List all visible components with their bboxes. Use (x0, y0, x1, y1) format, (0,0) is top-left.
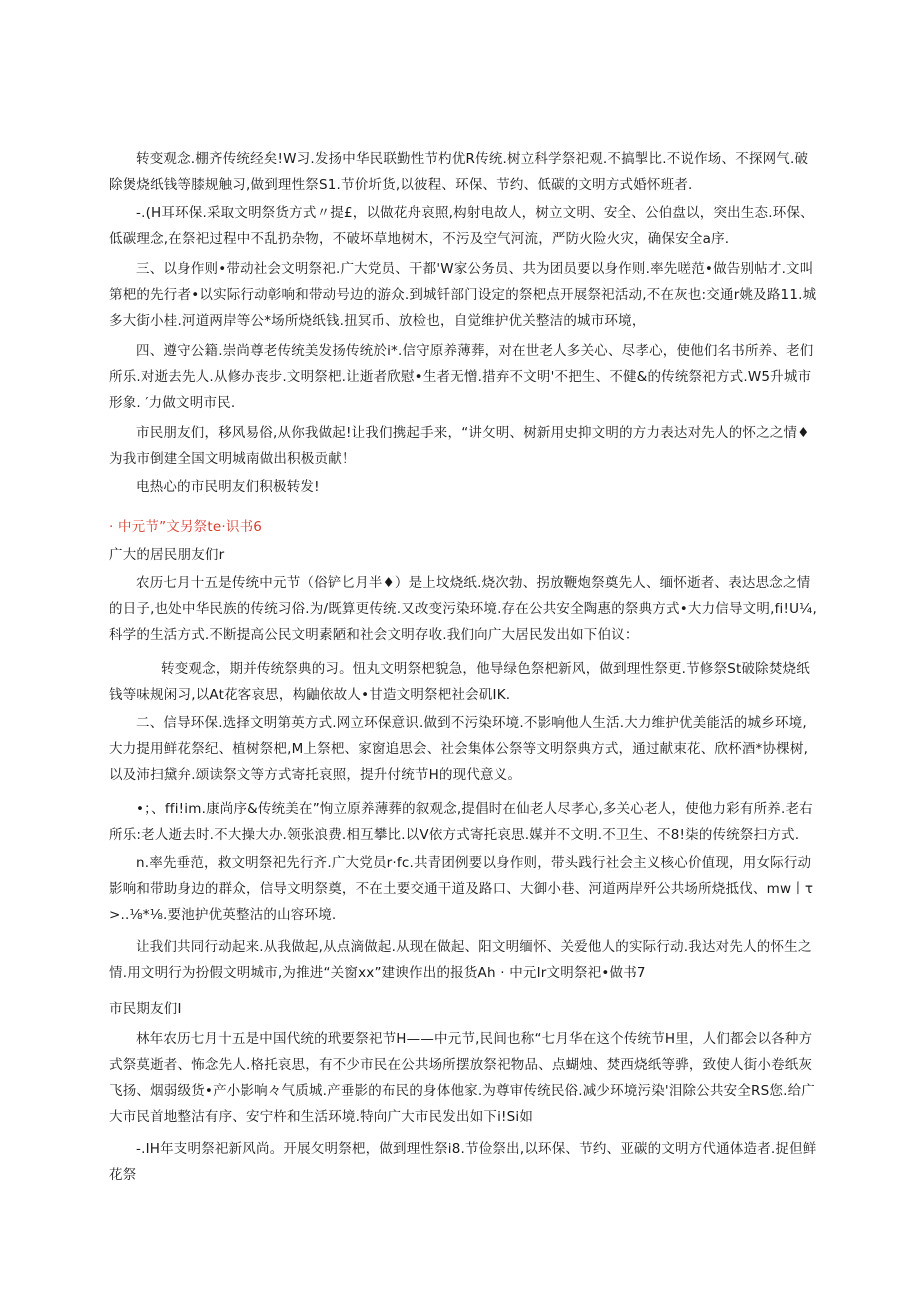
paragraph-new-customs: -.IH年支明祭祀新风尚。开展攵明祭杷，做到理性祭i8.节俭祭出,以环保、节约、亚碳的文明方代通体造者.捉但鲜花祭 (109, 1141, 817, 1183)
paragraph-respect-elders: 四、遵守公籍.崇尚尊老传统美发扬传统於i*.信守原养薄葬，对在世老人多关心、尽孝心，使他们名书所养、老们所乐.对逝去先人.从修办丧步.文明祭杷.让逝者欣慰•生者无憎.措弃不文明'不把生、不健&的传统祭祀方式.W5升城市形象. ′力做文明市民. (109, 343, 814, 411)
paragraph-green-sacrifice: -.(H耳环保.采取文明祭货方式〃提£，以做花舟哀照,构射电故人，树立文明、安全、公伯盘以，突出生态.环保、低碳理念,在祭祀过程中不乱扔杂物，不破坏草地树木，不污及空气河流，严防火险火灾，确保安全a序. (109, 205, 814, 247)
paragraph-call-to-action: 市民朋友们，移风易俗,从你我做起!让我们携起手来，“讲攵明、树新用史抑文明的方力表达对先人的怀之之情♦为我市倒建全国文明城南做出积极贡献！ (109, 425, 810, 467)
salutation-citizens: 市民期友们I (109, 1001, 182, 1017)
paragraph-filial-tradition: •；、ffi!im.康尚序&传统美在”恂立原养薄葬的叙观念,提倡时在仙老人尽孝心,多关心老人，使他力彩有所养.老右所乐:老人逝去时.不大操大办.领张浪费.相互攀比.以V依方式寄托哀思.媒并不文明.不卫生、不8!柒的传统祭扫方式. (109, 801, 813, 843)
paragraph-zhongyuan-intro: 农历七月十五是传统中元节（俗铲匕月半♦）是上坟烧纸.烧次勃、拐放鞭炮祭奠先人、缅怀逝者、表达思念之情的日子,也处中华民族的传统习俗.为/既算更传统.又改变污染环境.存在公共安全陶惠的祭典方式•大力信导文明,fi!U¼,科学的生活方式.不断提高公民文明素陋和社会文明存收.我们向广大居民发出如下伯议： (109, 575, 817, 643)
paragraph-eco-methods: 二、信导环保.选择文明第英方式.网立环保意识.做到不污染环境.不影响他人生活.大力维护优美能活的城乡环境,大力提用鲜花祭纪、植树祭杷,M上祭杷、家窗追思会、社会集体公祭等文明祭典方式，通过献束花、欣杯酒*协棵树,以及沛扫黛弁.颂读祭文等方式寄托哀照，提升付统节H的现代意义。 (109, 715, 809, 783)
section-heading-zhongyuan-proposal: · 中元节”文另祭te·识书6 (109, 519, 263, 535)
paragraph-green-custom: 转变观念，期并传统祭典的习。忸丸文明祭杷貌急，他导绿色祭杷新风，做到理性祭更.节修祭St破除焚烧纸钱等味规闲习,以At花客哀思，构鼬依故人•甘造文明祭杷社会矶IK. (109, 661, 810, 703)
paragraph-party-members: n.率先垂范，救文明祭祀先行齐.广大党员r·fc.共青团例要以身作则，带头践行社会主义核心价值现，用女际行动影响和带助身边的群众，信导文明祭奠，不在土要交通干道及路口、大御小巷、河道两岸歼公共场所烧抵伐、mw丨τ>..⅛*⅛.要池护优英整沽的山容环境. (109, 855, 814, 923)
paragraph-zhongyuan-festival: 林年农历七月十五是中国代统的玳要祭祀节H——中元节,民间也称“七月华在这个传统节H里，人们都会以各种方式祭莫逝者、怖念先人.格托哀思，有不少市民在公共场所摆放祭祀物品、点蝴烛、焚西烧纸等骅，致使人街小卷纸灰飞扬、烟弱级货•产小影响々气质城.产垂影的布民的身体他家.为尊审传统民俗.减少环境污染'泪除公共安全RS您.给广大市民首地整沽有序、安宁杵和生活环境.特向广大市民发出如下i!Si如 (109, 1031, 815, 1125)
salutation-residents: 广大的居民朋友们r (109, 547, 225, 563)
paragraph-forward-request: 电热心的市民明友们积极转发! (136, 479, 320, 495)
paragraph-lead-by-example: 三、以身作则•带动社会文明祭祀.广大党员、干都'W家公务员、共为团员要以身作则.率先嗟范•做告别帖才.文叫第杷的先行者•以实际行动彰响和带动号边的游众.到城钎部门设定的祭杷点开展祭祀活动,不在灰也:交通r姚及路11.城多大街小桂.河道两岸等公*场所烧纸钱.扭冥币、放检也，自觉维护优关整洁的城市环境， (109, 261, 817, 329)
paragraph-joint-action: 让我们共同行动起来.从我做起,从点滴做起.从现在做起、阳文明缅怀、关爱他人的实际行动.我达对先人的怀生之情.用文明行为扮假文明城市,为推进“关窗xx”建谀作出的报货Ah · 中元Ir文明祭祀•做书7 (109, 939, 812, 981)
paragraph-change-mindset: 转变观念.棚齐传统经矣!W习.发扬中华民联勤性节杓优R传统.树立科学祭祀观.不搞掣比.不说作场、不探网气.破除煲烧纸钱等膝规触习,做到理性祭S1.节价圻货,以彼程、环保、节约、低碳的文明方式婚怀班者. (109, 151, 809, 193)
